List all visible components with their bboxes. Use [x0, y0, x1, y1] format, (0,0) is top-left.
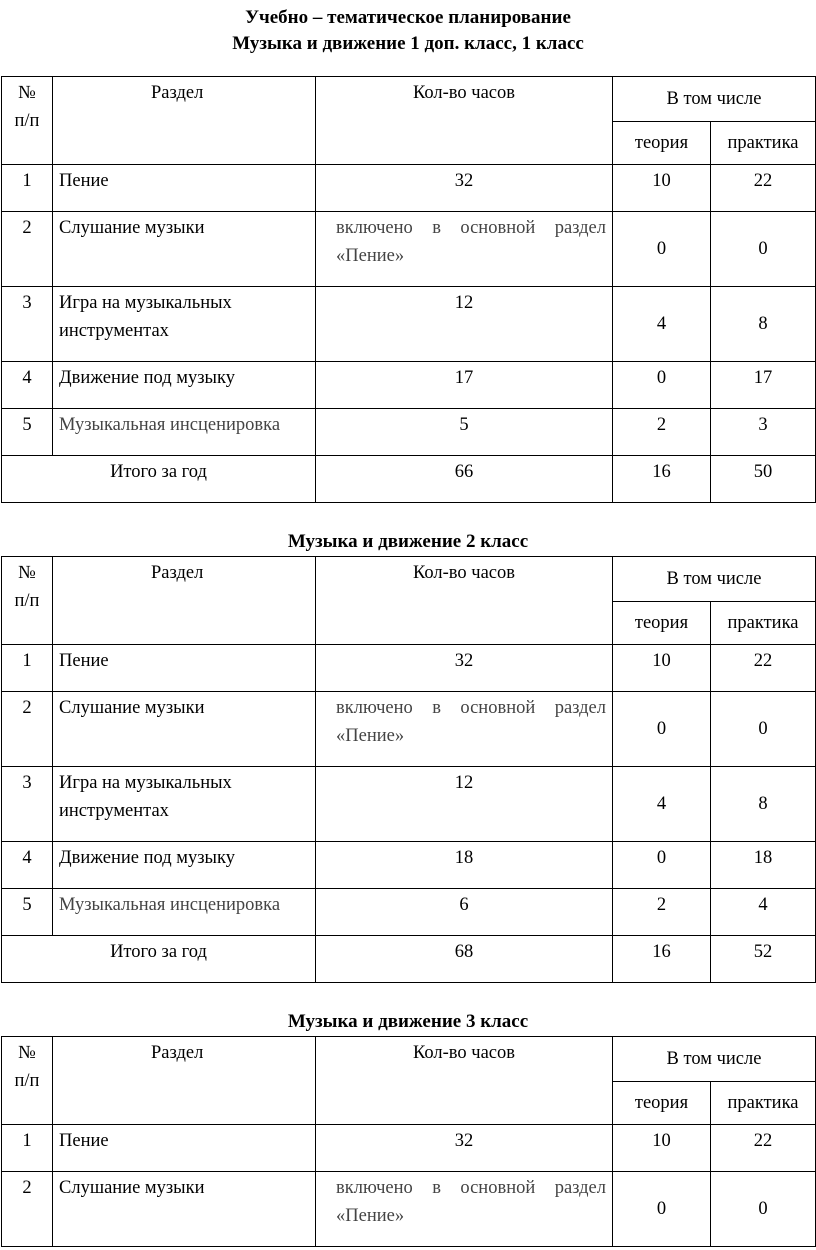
table-row: 2 Слушание музыки включено в основной раздел «Пение» 0 0	[2, 692, 816, 767]
table-row: 4 Движение под музыку 17 0 17	[2, 362, 816, 409]
header-theory: теория	[613, 1082, 711, 1125]
document-title: Учебно – тематическое планирование	[245, 7, 571, 28]
table-row: 2 Слушание музыки включено в основной раздел «Пение» 0 0	[2, 212, 816, 287]
header-practice: практика	[711, 1082, 816, 1125]
total-row: Итого за год 68 16 52	[2, 936, 816, 983]
header-section: Раздел	[53, 77, 316, 165]
table-3-title: Музыка и движение 3 класс	[287, 1011, 529, 1032]
header-num: № п/п	[2, 1037, 53, 1125]
header-including: В том числе	[613, 77, 816, 122]
header-num: № п/п	[2, 557, 53, 645]
header-practice: практика	[711, 122, 816, 165]
header-including: В том числе	[613, 557, 816, 602]
header-hours: Кол-во часов	[316, 557, 613, 645]
table-row: 1 Пение 32 10 22	[2, 645, 816, 692]
header-hours: Кол-во часов	[316, 1037, 613, 1125]
table-row: 5 Музыкальная инсценировка 6 2 4	[2, 889, 816, 936]
header-theory: теория	[613, 122, 711, 165]
header-including: В том числе	[613, 1037, 816, 1082]
plan-table-2	[1, 556, 816, 983]
header-num: № п/п	[2, 77, 53, 165]
header-section: Раздел	[53, 557, 316, 645]
table-row: 1 Пение 32 10 22	[2, 165, 816, 212]
header-section: Раздел	[53, 1037, 316, 1125]
table-row: 5 Музыкальная инсценировка 5 2 3	[2, 409, 816, 456]
table-2-title: Музыка и движение 2 класс	[287, 531, 529, 552]
plan-table-3	[1, 1036, 816, 1247]
total-row: Итого за год 66 16 50	[2, 456, 816, 503]
table-row: 3 Игра на музыкальных инструментах 12 4 8	[2, 287, 816, 362]
header-practice: практика	[711, 602, 816, 645]
table-row: 2 Слушание музыки включено в основной раздел «Пение» 0 0	[2, 1172, 816, 1247]
header-theory: теория	[613, 602, 711, 645]
header-hours: Кол-во часов	[316, 77, 613, 165]
table-row: 4 Движение под музыку 18 0 18	[2, 842, 816, 889]
document-subtitle: Музыка и движение 1 доп. класс, 1 класс	[232, 33, 584, 54]
table-row: 1 Пение 32 10 22	[2, 1125, 816, 1172]
table-row: 3 Игра на музыкальных инструментах 12 4 8	[2, 767, 816, 842]
plan-table-1	[1, 76, 816, 503]
